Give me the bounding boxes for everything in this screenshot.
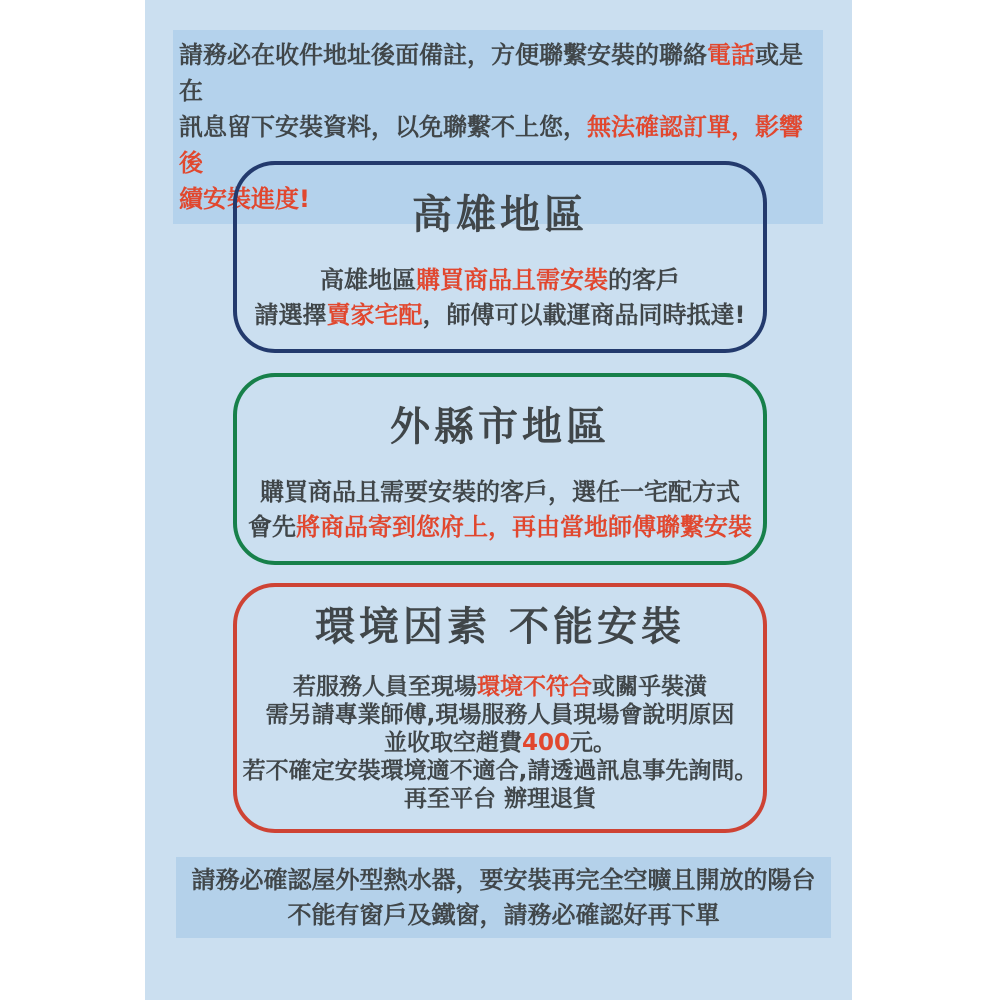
region-box-body — [237, 263, 763, 333]
text-line — [237, 510, 763, 545]
text-segment: 需另請專業師傅,現場服務人員現場會說明原因 — [265, 702, 735, 728]
region-box-outer-county — [233, 373, 767, 565]
text-line — [237, 729, 763, 757]
region-box-environment — [233, 583, 767, 833]
text-line — [176, 863, 831, 898]
text-segment: 元。 — [570, 730, 616, 756]
text-segment: 不能有窗戶及鐵窗，請務必確認好再下單 — [287, 901, 720, 929]
text-line — [237, 785, 763, 813]
text-segment: 的客戶 — [608, 266, 680, 294]
highlighted-text-segment: 無法確認訂單，影響後 — [179, 113, 803, 177]
footer-notice — [176, 857, 831, 938]
text-line — [179, 37, 817, 109]
region-box-body — [237, 673, 763, 813]
text-segment: 並收取空趙費 — [383, 730, 522, 756]
text-segment: 若不確定安裝環境適不適合,請透過訊息事先詢問。 — [242, 758, 758, 784]
text-line — [176, 898, 831, 933]
text-line — [237, 757, 763, 785]
text-segment: 或關乎裝潢 — [592, 674, 707, 700]
text-segment: 訊息留下安裝資料，以免聯繫不上您， — [179, 113, 587, 141]
text-segment: 會先 — [248, 513, 296, 541]
text-segment: 請務必確認屋外型熱水器，要安裝再完全空曠且開放的陽台 — [191, 866, 816, 894]
region-box-kaohsiung — [233, 161, 767, 353]
text-segment: 請選擇 — [254, 301, 327, 329]
region-box-title: 高雄地區 — [412, 192, 588, 238]
text-line — [237, 701, 763, 729]
text-segment: 或是在 — [179, 41, 803, 105]
text-segment: ，師傅可以載運商品同時抵達! — [422, 301, 746, 329]
text-segment: 購買商品且需要安裝的客戶，選任一宅配方式 — [260, 478, 740, 506]
highlighted-text-segment: 環境不符合 — [477, 674, 592, 700]
highlighted-text-segment: 賣家宅配 — [326, 301, 423, 329]
region-box-title: 外縣市地區 — [390, 404, 610, 450]
text-segment: 若服務人員至現場 — [293, 674, 477, 700]
region-box-title: 環境因素 不能安裝 — [315, 604, 685, 650]
blue-content-panel — [145, 0, 852, 1000]
highlighted-text-segment: 將商品寄到您府上，再由當地師傅聯繫安裝 — [296, 513, 752, 541]
highlighted-text-segment: 電話 — [707, 41, 755, 69]
text-line — [237, 298, 763, 333]
text-segment: 再至平台 辦理退貨 — [403, 786, 596, 812]
text-line — [237, 673, 763, 701]
highlighted-text-segment: 購買商品且需安裝 — [416, 266, 608, 294]
highlighted-text-segment: 續安裝進度! — [179, 185, 310, 213]
text-segment: 高雄地區 — [320, 266, 416, 294]
region-box-body — [237, 475, 763, 545]
text-segment: 請務必在收件地址後面備註，方便聯繫安裝的聯絡 — [179, 41, 707, 69]
highlighted-text-segment: 400 — [521, 730, 570, 756]
text-line — [237, 475, 763, 510]
text-line — [237, 263, 763, 298]
